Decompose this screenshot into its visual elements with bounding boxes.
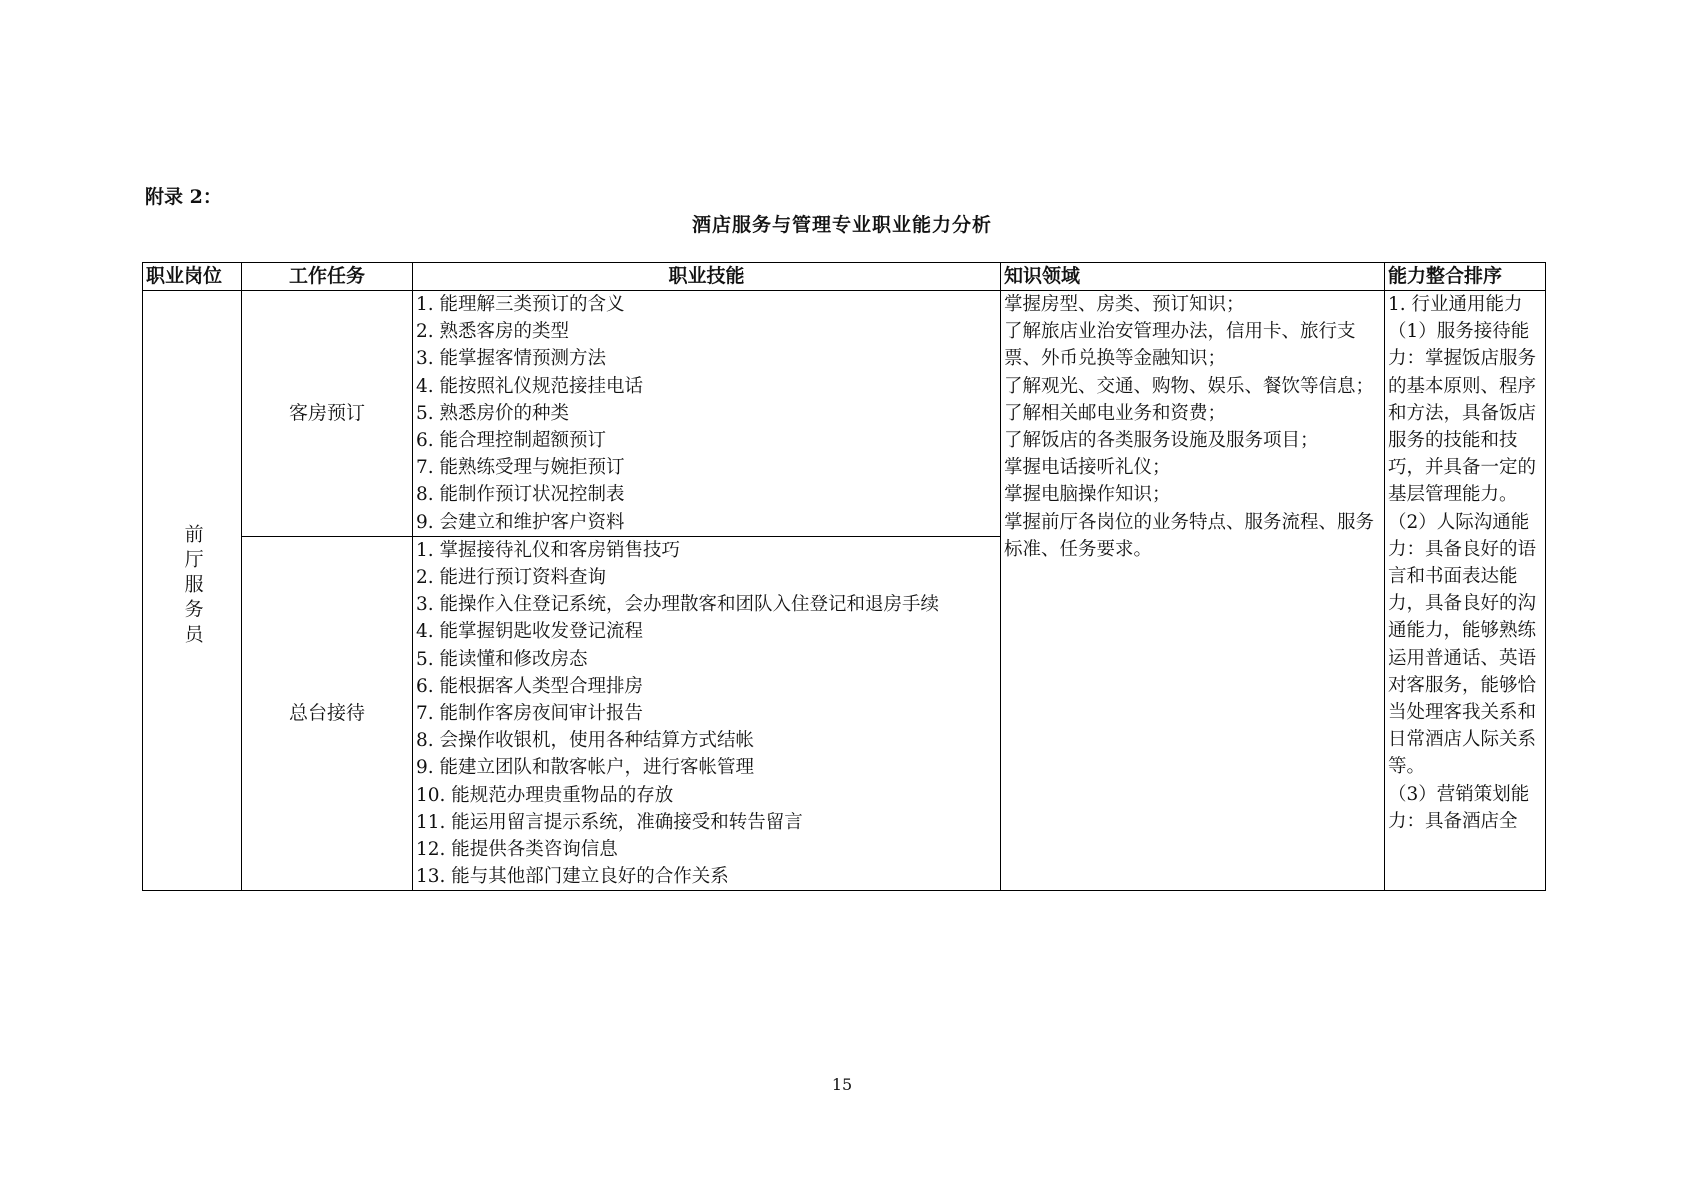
column-header-knowledge: 知识领域 [1001, 263, 1385, 291]
column-header-task: 工作任务 [242, 263, 413, 291]
task-name: 客房预订 [288, 401, 365, 424]
skill-item: 1. 掌握接待礼仪和客房销售技巧 [416, 539, 681, 561]
knowledge-item: 了解旅店业治安管理办法，信用卡、旅行支票、外币兑换等金融知识； [1004, 321, 1356, 370]
skill-item: 2. 熟悉客房的类型 [416, 321, 570, 343]
skills-cell [413, 291, 1001, 537]
table-header-row [143, 263, 1546, 291]
skill-item: 4. 能掌握钥匙收发登记流程 [416, 621, 644, 643]
knowledge-item: 掌握前厅各岗位的业务特点、服务流程、服务标准、任务要求。 [1004, 511, 1375, 560]
knowledge-item: 了解饭店的各类服务设施及服务项目； [1004, 430, 1319, 452]
task-cell [242, 291, 413, 537]
ability-item: （1）服务接待能力：掌握饭店服务的基本原则、程序和方法，具备饭店服务的技能和技巧，并具备一定的基层管理能力。 [1388, 321, 1537, 506]
knowledge-item: 了解相关邮电业务和资费； [1004, 402, 1227, 424]
skill-item: 7. 能制作客房夜间审计报告 [416, 703, 644, 725]
skill-item: 6. 能合理控制超额预订 [416, 430, 607, 452]
knowledge-item: 掌握电话接听礼仪； [1004, 457, 1171, 479]
column-header-post: 职业岗位 [143, 263, 242, 291]
appendix-label: 附录 2： [145, 186, 222, 208]
skill-item: 8. 会操作收银机，使用各种结算方式结帐 [416, 730, 755, 752]
skill-item: 13. 能与其他部门建立良好的合作关系 [416, 866, 729, 888]
skill-item: 8. 能制作预订状况控制表 [416, 484, 625, 506]
competency-table [142, 262, 1546, 891]
skill-item: 10. 能规范办理贵重物品的存放 [416, 784, 674, 806]
skill-item: 7. 能熟练受理与婉拒预订 [416, 457, 625, 479]
post-name: 前厅服务员 [181, 524, 204, 650]
column-header-ability-ranking: 能力整合排序 [1385, 263, 1546, 291]
ability-item: （2）人际沟通能力：具备良好的语言和书面表达能力，具备良好的沟通能力，能够熟练运用普通话、英语对客服务，能够恰当处理客我关系和日常酒店人际关系等。 [1388, 511, 1537, 778]
skill-item: 6. 能根据客人类型合理排房 [416, 675, 644, 697]
skill-item: 12. 能提供各类咨询信息 [416, 839, 618, 861]
knowledge-item: 了解观光、交通、购物、娱乐、餐饮等信息； [1004, 375, 1375, 397]
skill-item: 1. 能理解三类预订的含义 [416, 294, 625, 315]
skill-item: 4. 能按照礼仪规范接挂电话 [416, 375, 644, 397]
skill-item: 3. 能掌握客情预测方法 [416, 348, 607, 370]
skills-cell [413, 536, 1001, 891]
task-name: 总台接待 [288, 702, 365, 725]
knowledge-cell [1001, 291, 1385, 891]
knowledge-item: 掌握电脑操作知识； [1004, 484, 1171, 506]
skill-item: 9. 能建立团队和散客帐户，进行客帐管理 [416, 757, 755, 779]
task-cell [242, 536, 413, 891]
skill-item: 9. 会建立和维护客户资料 [416, 511, 625, 533]
page-number: 15 [831, 1075, 853, 1094]
skill-item: 3. 能操作入住登记系统，会办理散客和团队入住登记和退房手续 [416, 594, 940, 616]
skill-item: 2. 能进行预订资料查询 [416, 567, 607, 589]
ability-ranking-cell [1385, 291, 1546, 891]
ability-item: 1. 行业通用能力 [1388, 294, 1523, 315]
post-cell [143, 291, 242, 891]
document-title: 酒店服务与管理专业职业能力分析 [691, 214, 992, 236]
knowledge-item: 掌握房型、房类、预订知识； [1004, 294, 1245, 315]
ability-item: （3）营销策划能力：具备酒店全 [1388, 783, 1530, 832]
column-header-skills: 职业技能 [413, 263, 1001, 291]
skill-item: 5. 能读懂和修改房态 [416, 648, 588, 670]
skill-item: 11. 能运用留言提示系统，准确接受和转告留言 [416, 811, 803, 833]
table-row [143, 291, 1546, 537]
skill-item: 5. 熟悉房价的种类 [416, 402, 570, 424]
